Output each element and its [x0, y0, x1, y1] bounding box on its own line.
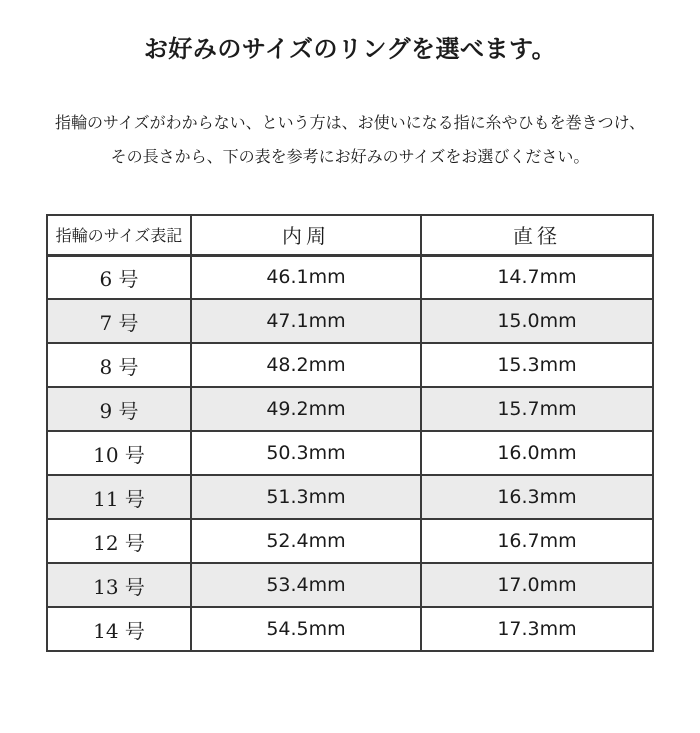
table-row — [47, 563, 653, 607]
diameter-cell: 15.0mm — [421, 299, 653, 343]
size-label-cell: 10 号 — [47, 431, 191, 475]
table-header — [47, 215, 653, 255]
description-line-1: 指輪のサイズがわからない、という方は、お使いになる指に糸やひもを巻きつけ、 — [54, 113, 646, 132]
inner-circumference-cell: 46.1mm — [191, 255, 421, 299]
diameter-cell: 15.3mm — [421, 343, 653, 387]
table-row — [47, 299, 653, 343]
inner-circumference-cell: 53.4mm — [191, 563, 421, 607]
diameter-cell: 16.3mm — [421, 475, 653, 519]
diameter-cell: 17.3mm — [421, 607, 653, 651]
diameter-cell: 16.0mm — [421, 431, 653, 475]
diameter-cell: 17.0mm — [421, 563, 653, 607]
size-label-cell: 13 号 — [47, 563, 191, 607]
ring-size-table — [46, 214, 654, 652]
table-row — [47, 519, 653, 563]
table-row — [47, 431, 653, 475]
size-label-cell: 8 号 — [47, 343, 191, 387]
inner-circumference-cell: 47.1mm — [191, 299, 421, 343]
size-label-cell: 14 号 — [47, 607, 191, 651]
ring-size-table-container — [46, 214, 700, 652]
inner-circumference-cell: 54.5mm — [191, 607, 421, 651]
inner-circumference-cell: 51.3mm — [191, 475, 421, 519]
description — [0, 106, 700, 174]
diameter-cell: 14.7mm — [421, 255, 653, 299]
inner-circumference-cell: 48.2mm — [191, 343, 421, 387]
column-header-inner-circumference: 内周 — [191, 215, 421, 255]
inner-circumference-cell: 50.3mm — [191, 431, 421, 475]
table-row — [47, 387, 653, 431]
size-label-cell: 12 号 — [47, 519, 191, 563]
column-header-size-notation: 指輪のサイズ表記 — [47, 215, 191, 255]
table-row — [47, 255, 653, 299]
diameter-cell: 16.7mm — [421, 519, 653, 563]
table-header-row — [47, 215, 653, 255]
diameter-cell: 15.7mm — [421, 387, 653, 431]
table-row — [47, 607, 653, 651]
size-label-cell: 6 号 — [47, 255, 191, 299]
size-label-cell: 9 号 — [47, 387, 191, 431]
size-label-cell: 7 号 — [47, 299, 191, 343]
description-line-2: その長さから、下の表を参考にお好みのサイズをお選びください。 — [110, 147, 590, 166]
table-row — [47, 475, 653, 519]
inner-circumference-cell: 52.4mm — [191, 519, 421, 563]
size-label-cell: 11 号 — [47, 475, 191, 519]
column-header-diameter: 直径 — [421, 215, 653, 255]
table-row — [47, 343, 653, 387]
inner-circumference-cell: 49.2mm — [191, 387, 421, 431]
page — [0, 33, 700, 733]
page-title: お好みのサイズのリングを選べます。 — [143, 34, 557, 63]
size-table-body — [47, 255, 653, 651]
